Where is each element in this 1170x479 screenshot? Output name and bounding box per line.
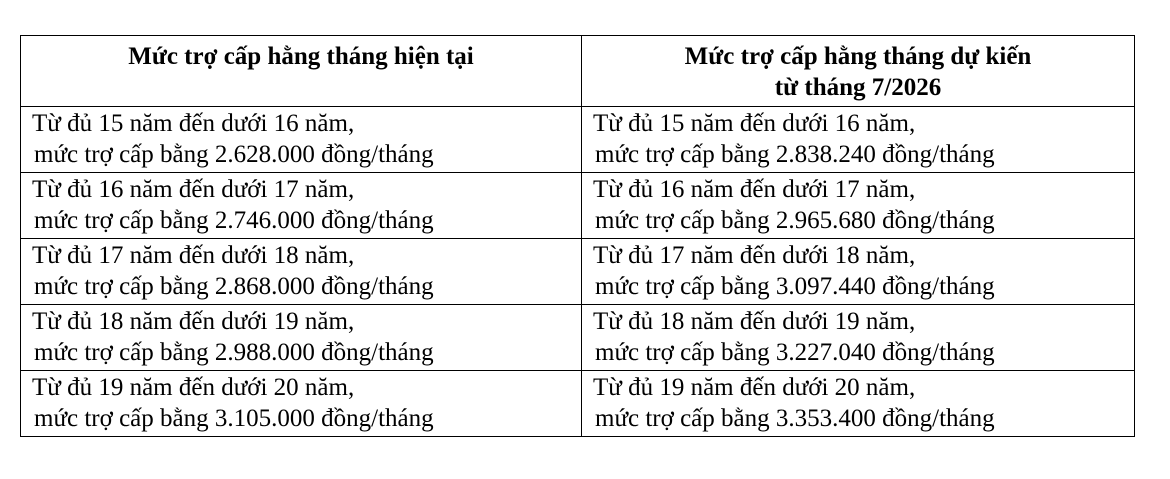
service-range-text: Từ đủ 19 năm đến dưới 20 năm, (593, 374, 916, 401)
proposed-benefit-cell (582, 107, 1135, 173)
service-range-text: Từ đủ 19 năm đến dưới 20 năm, (32, 374, 355, 401)
benefit-amount-text: mức trợ cấp bằng 2.628.000 đồng/tháng (34, 141, 434, 168)
service-range-text: Từ đủ 17 năm đến dưới 18 năm, (593, 242, 916, 269)
service-range-text: Từ đủ 16 năm đến dưới 17 năm, (32, 176, 355, 203)
header-proposed-label-line2: từ tháng 7/2026 (774, 74, 942, 101)
table-row (21, 371, 1135, 437)
service-range-text: Từ đủ 16 năm đến dưới 17 năm, (593, 176, 916, 203)
service-range-text: Từ đủ 17 năm đến dưới 18 năm, (32, 242, 355, 269)
current-benefit-cell (21, 305, 582, 371)
benefit-amount-text: mức trợ cấp bằng 2.838.240 đồng/tháng (595, 141, 995, 168)
benefit-amount-text: mức trợ cấp bằng 2.988.000 đồng/tháng (34, 339, 434, 366)
table-row (21, 305, 1135, 371)
current-benefit-cell (21, 173, 582, 239)
benefit-amount-text: mức trợ cấp bằng 3.227.040 đồng/tháng (595, 339, 995, 366)
benefit-amount-text: mức trợ cấp bằng 3.353.400 đồng/tháng (595, 405, 995, 432)
current-benefit-cell (21, 239, 582, 305)
table-row (21, 107, 1135, 173)
benefit-amount-text: mức trợ cấp bằng 2.746.000 đồng/tháng (34, 207, 434, 234)
service-range-text: Từ đủ 18 năm đến dưới 19 năm, (32, 308, 355, 335)
service-range-text: Từ đủ 15 năm đến dưới 16 năm, (593, 110, 916, 137)
proposed-benefit-cell (582, 173, 1135, 239)
header-proposed-benefit (582, 36, 1135, 107)
benefit-amount-text: mức trợ cấp bằng 3.097.440 đồng/tháng (595, 273, 995, 300)
table-row (21, 239, 1135, 305)
proposed-benefit-cell (582, 239, 1135, 305)
current-benefit-cell (21, 107, 582, 173)
header-proposed-label-line1: Mức trợ cấp hằng tháng dự kiến (684, 43, 1032, 70)
current-benefit-cell (21, 371, 582, 437)
header-current-label: Mức trợ cấp hằng tháng hiện tại (128, 43, 474, 70)
service-range-text: Từ đủ 18 năm đến dưới 19 năm, (593, 308, 916, 335)
proposed-benefit-cell (582, 371, 1135, 437)
benefit-amount-text: mức trợ cấp bằng 3.105.000 đồng/tháng (34, 405, 434, 432)
table-header-row (21, 36, 1135, 107)
service-range-text: Từ đủ 15 năm đến dưới 16 năm, (32, 110, 355, 137)
benefit-comparison-table (20, 35, 1135, 437)
table-row (21, 173, 1135, 239)
header-current-benefit (21, 36, 582, 107)
proposed-benefit-cell (582, 305, 1135, 371)
benefit-amount-text: mức trợ cấp bằng 2.868.000 đồng/tháng (34, 273, 434, 300)
benefit-amount-text: mức trợ cấp bằng 2.965.680 đồng/tháng (595, 207, 995, 234)
